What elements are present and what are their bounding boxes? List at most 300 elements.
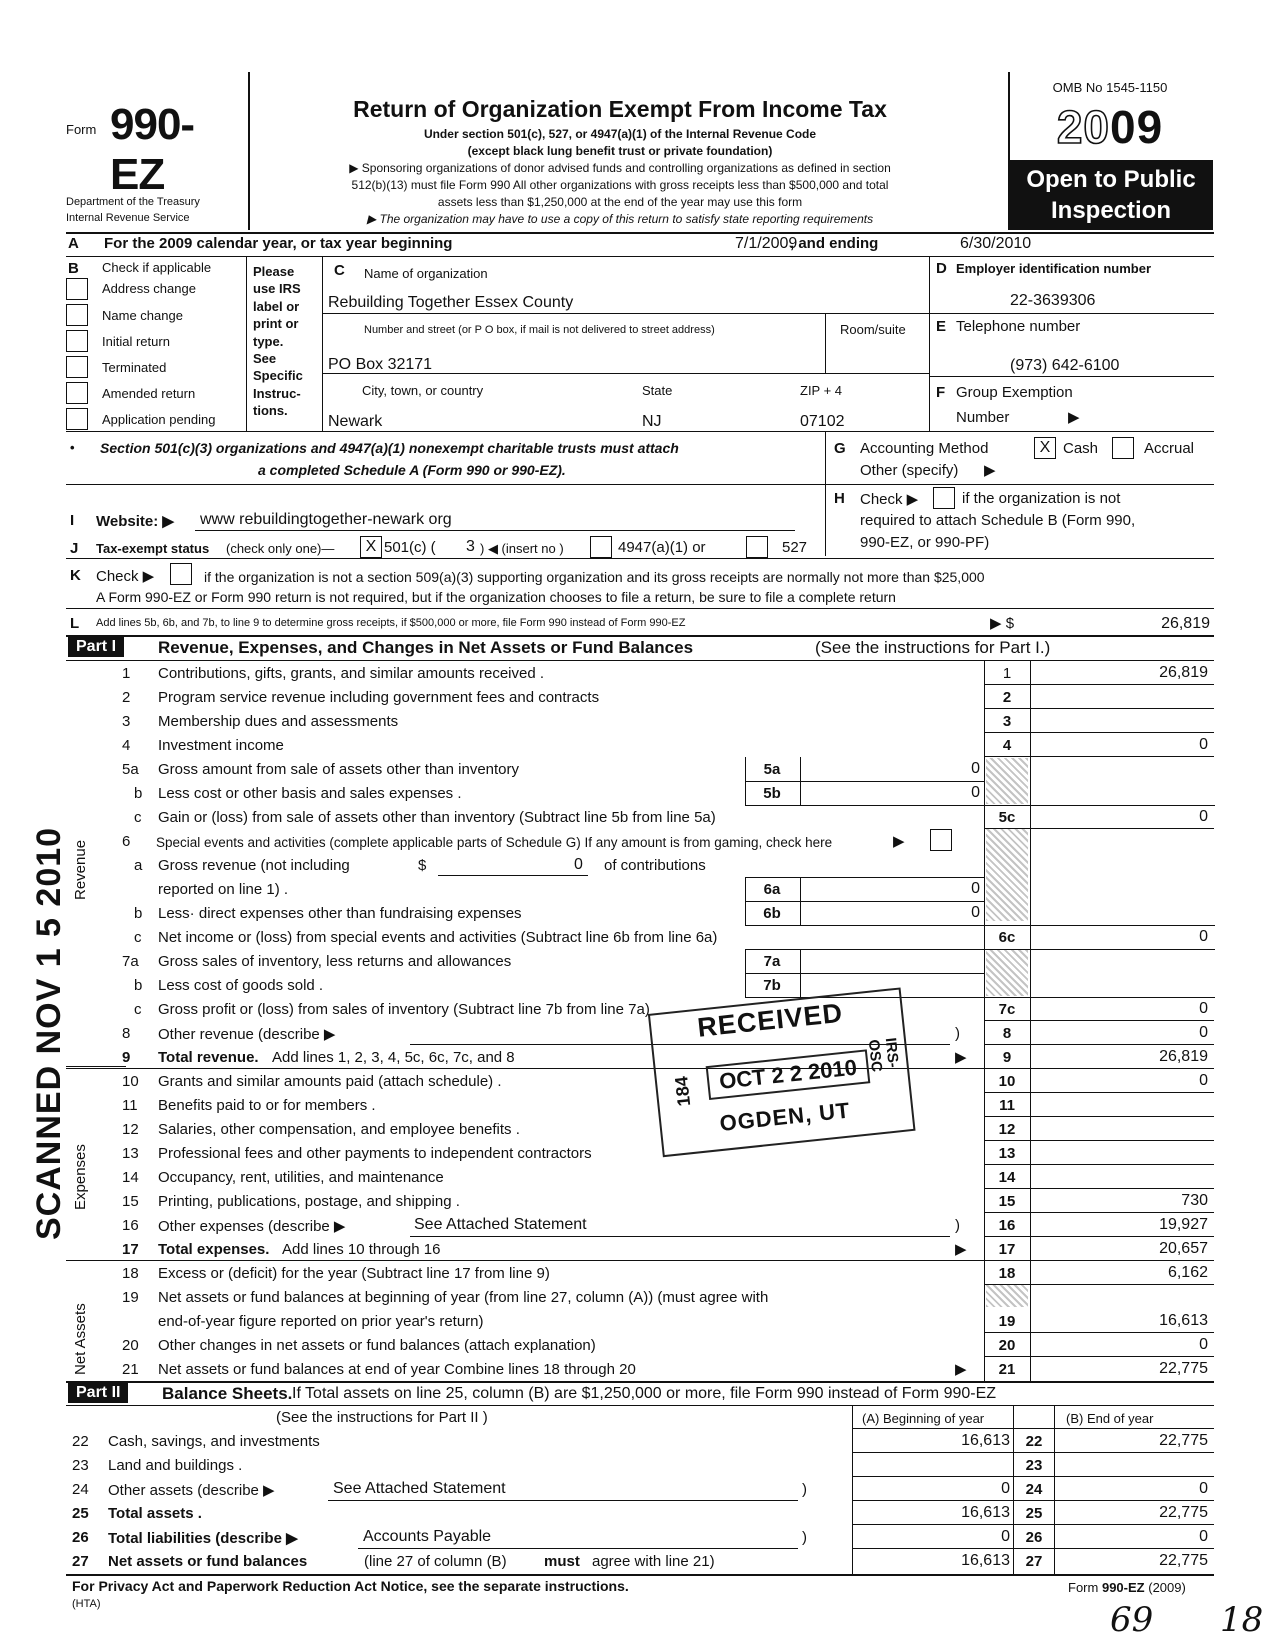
row-rule bbox=[984, 1164, 1214, 1165]
section-e-label: E bbox=[936, 318, 947, 335]
line-27-begin[interactable]: 16,613 bbox=[961, 1552, 1010, 1569]
tax-year-begin[interactable]: 7/1/2009 bbox=[735, 235, 798, 252]
stamp-code: 184 bbox=[671, 1075, 695, 1108]
section-501-note-1: Section 501(c)(3) organizations and 4947(a)(1) nonexempt charitable trusts must attach bbox=[100, 440, 679, 456]
line-5b-text: Less cost or other basis and sales expenses . bbox=[158, 785, 462, 802]
line-number: a bbox=[134, 857, 143, 874]
line-number: 18 bbox=[122, 1265, 139, 1282]
line-26-end[interactable]: 0 bbox=[1199, 1528, 1208, 1545]
group-exemption-number-label: Number bbox=[956, 409, 1010, 426]
row-rule bbox=[984, 732, 1214, 733]
section-i-label: I bbox=[70, 512, 75, 529]
stamp-irs: IRS-OSC bbox=[864, 1036, 902, 1073]
label-accrual: Accrual bbox=[1144, 440, 1195, 457]
note-4: ▶ The organization may have to use a copy of this return to satisfy state reporting requirements bbox=[366, 212, 874, 226]
row-rule bbox=[984, 756, 1214, 757]
ein-value[interactable]: 22-3639306 bbox=[1010, 292, 1096, 309]
line-number: 17 bbox=[122, 1241, 139, 1258]
shaded-cell bbox=[986, 950, 1028, 996]
row-rule bbox=[984, 1092, 1214, 1093]
line-8-amount[interactable]: 0 bbox=[1199, 1024, 1208, 1041]
line-box-label: 3 bbox=[1002, 713, 1012, 730]
org-name[interactable]: Rebuilding Together Essex County bbox=[328, 294, 574, 311]
line-20-text: Other changes in net assets or fund balances (attach explanation) bbox=[158, 1337, 596, 1354]
section-h-line3: 990-EZ, or 990-PF) bbox=[860, 534, 990, 551]
line-number: 10 bbox=[122, 1073, 139, 1090]
state-label: State bbox=[642, 383, 673, 398]
line-number: c bbox=[134, 929, 142, 946]
gross-receipts-amount[interactable]: 26,819 bbox=[1161, 615, 1210, 632]
section-f-label: F bbox=[936, 384, 946, 401]
row-rule bbox=[984, 1236, 1214, 1237]
line-12-text: Salaries, other compensation, and employee benefits . bbox=[158, 1121, 520, 1138]
rule-part2-header bbox=[66, 1405, 1214, 1406]
row-rule bbox=[745, 901, 985, 902]
line-19-text: Net assets or fund balances at beginning of year (from line 27, column (A)) (must agree with bbox=[158, 1289, 769, 1306]
line-box-label: 5a bbox=[763, 761, 781, 778]
line-number: 20 bbox=[122, 1337, 139, 1354]
tax-year bbox=[1010, 100, 1210, 154]
rule-rev-exp bbox=[66, 1066, 126, 1067]
line-5a-amount[interactable]: 0 bbox=[971, 760, 980, 777]
line-17-text-2: Add lines 10 through 16 bbox=[282, 1241, 441, 1258]
tax-exempt-hint: (check only one)— bbox=[226, 541, 335, 556]
line-10-amount[interactable]: 0 bbox=[1199, 1072, 1208, 1089]
line-number: 5a bbox=[122, 761, 139, 778]
line-number: b bbox=[134, 905, 143, 922]
line-9-text-2: Add lines 1, 2, 3, 4, 5c, 6c, 7c, and 8 bbox=[272, 1049, 515, 1066]
label-terminated: Terminated bbox=[102, 360, 167, 375]
label-name-change: Name change bbox=[102, 308, 183, 323]
org-zip[interactable]: 07102 bbox=[800, 413, 845, 430]
line-box-label: 11 bbox=[999, 1097, 1015, 1114]
501c-number[interactable]: 3 bbox=[466, 538, 475, 555]
city-label: City, town, or country bbox=[362, 383, 484, 398]
rule-a-bottom bbox=[66, 256, 1214, 257]
line-box-label: 16 bbox=[998, 1217, 1016, 1234]
line-6a-text-3: reported on line 1) . bbox=[158, 881, 289, 898]
row-rule bbox=[745, 877, 985, 878]
line-8-text: Other revenue (describe ▶ bbox=[158, 1026, 336, 1043]
row-rule bbox=[66, 1260, 1214, 1261]
line-16-amount[interactable]: 19,927 bbox=[1159, 1216, 1208, 1233]
section-k-label: K bbox=[70, 567, 81, 584]
line-box-label: 7a bbox=[763, 953, 781, 970]
form-label: Form bbox=[66, 122, 97, 137]
line-number: 23 bbox=[72, 1457, 89, 1474]
form-subtitle-2: (except black lung benefit trust or private foundation) bbox=[467, 144, 773, 158]
line-number: 8 bbox=[122, 1025, 131, 1042]
checkbox-initial-return[interactable] bbox=[66, 330, 88, 352]
zip-label: ZIP + 4 bbox=[800, 383, 843, 398]
irs-label-line: Specific bbox=[253, 368, 303, 384]
line-box-label: 18 bbox=[998, 1265, 1016, 1282]
department bbox=[66, 194, 200, 226]
shaded-cell bbox=[986, 1285, 1028, 1307]
line-2-text: Program service revenue including government fees and contracts bbox=[158, 689, 600, 706]
arrow-icon: ▶ bbox=[984, 462, 996, 479]
line-number: b bbox=[134, 785, 143, 802]
irs-label-line: print or bbox=[253, 316, 299, 332]
line-number: c bbox=[134, 809, 142, 826]
line-number: 6 bbox=[122, 833, 131, 850]
row-rule bbox=[852, 1548, 1214, 1549]
tax-year-end[interactable]: 6/30/2010 bbox=[960, 235, 1032, 252]
rule-j-bottom bbox=[66, 558, 1214, 559]
line-6a-text-2: of contributions bbox=[604, 857, 706, 874]
close-paren: ) bbox=[802, 1481, 807, 1498]
line-number: 3 bbox=[122, 713, 131, 730]
line-number: 15 bbox=[122, 1193, 139, 1210]
col-linenum-left bbox=[984, 661, 985, 1381]
row-rule bbox=[984, 684, 1214, 685]
line-27-text-2: (line 27 of column (B) bbox=[364, 1553, 507, 1570]
rule-a-top bbox=[66, 232, 1214, 234]
line-25-begin[interactable]: 16,613 bbox=[961, 1504, 1010, 1521]
section-g-label: G bbox=[834, 440, 846, 457]
line-22-end[interactable]: 22,775 bbox=[1159, 1432, 1208, 1449]
line-5c-text: Gain or (loss) from sale of assets other than inventory (Subtract line 5b from line 5a) bbox=[158, 809, 716, 826]
row-rule bbox=[984, 1332, 1214, 1333]
line-27-text-3: must bbox=[544, 1553, 580, 1570]
line-16-description[interactable]: See Attached Statement bbox=[414, 1216, 587, 1233]
line-box-label: 27 bbox=[1025, 1553, 1043, 1570]
line-box-label: 5b bbox=[763, 785, 781, 802]
label-cash: Cash bbox=[1063, 440, 1099, 457]
line-4-text: Investment income bbox=[158, 737, 284, 754]
line-25-end[interactable]: 22,775 bbox=[1159, 1504, 1208, 1521]
line-1-text: Contributions, gifts, grants, and similar amounts received . bbox=[158, 665, 545, 682]
row-rule bbox=[745, 973, 985, 974]
stamp-date: OCT 2 2 2010 bbox=[706, 1049, 871, 1100]
line-box-label: 4 bbox=[1002, 737, 1012, 754]
line-box-label: 9 bbox=[1002, 1049, 1012, 1066]
section-l-label: L bbox=[70, 615, 80, 632]
line-box-label: 24 bbox=[1025, 1481, 1043, 1498]
section-c-label: C bbox=[334, 262, 345, 279]
line-26-description[interactable]: Accounts Payable bbox=[363, 1528, 492, 1545]
revenue-side-label: Revenue bbox=[72, 839, 89, 900]
row-rule bbox=[745, 925, 1215, 926]
phone-title: Telephone number bbox=[956, 318, 1081, 335]
checkbox-527[interactable] bbox=[746, 536, 768, 558]
checkbox-schedule-b[interactable] bbox=[933, 487, 955, 509]
line-27-end[interactable]: 22,775 bbox=[1159, 1552, 1208, 1569]
label-501c: 501(c) ( bbox=[384, 539, 436, 556]
checkbox-address-change[interactable] bbox=[66, 278, 88, 300]
checkbox-cash[interactable]: X bbox=[1034, 437, 1056, 459]
form-ref-a: Form bbox=[1068, 1580, 1099, 1595]
checkbox-gaming[interactable] bbox=[930, 829, 952, 851]
arrow-icon: ▶ bbox=[955, 1361, 967, 1378]
dollar-sign: $ bbox=[418, 857, 427, 874]
line-7c-text: Gross profit or (loss) from sales of inventory (Subtract line 7b from line 7a) bbox=[158, 1001, 650, 1018]
line-27-text-4: agree with line 21) bbox=[592, 1553, 715, 1570]
website-url[interactable]: www rebuildingtogether-newark org bbox=[200, 511, 452, 528]
checkbox-name-change[interactable] bbox=[66, 304, 88, 326]
section-d-label: D bbox=[936, 260, 947, 277]
line-box-label: 15 bbox=[998, 1193, 1016, 1210]
line-24-text: Other assets (describe ▶ bbox=[108, 1482, 275, 1499]
label-4947: 4947(a)(1) or bbox=[618, 539, 706, 556]
handwritten-number-2: 18 bbox=[1220, 1600, 1264, 1640]
irs-label-instructions bbox=[253, 263, 323, 420]
close-paren: ) bbox=[802, 1529, 807, 1546]
form-ref bbox=[1068, 1580, 1186, 1595]
open-public-line1: Open to Public bbox=[1026, 166, 1196, 193]
checkbox-4947[interactable] bbox=[590, 536, 612, 558]
omb-number: OMB No 1545-1150 bbox=[1052, 80, 1168, 95]
irs-label-divider bbox=[246, 257, 247, 431]
section-h-label: H bbox=[834, 490, 845, 507]
line-6a-gross-amount[interactable]: 0 bbox=[574, 856, 583, 873]
line-11-text: Benefits paid to or for members . bbox=[158, 1097, 376, 1114]
irs-label-line: Instruc- bbox=[253, 385, 301, 401]
rule-phone bbox=[930, 376, 1214, 377]
form-title: Return of Organization Exempt From Income Tax bbox=[353, 96, 887, 122]
line-box-label: 19 bbox=[998, 1313, 1016, 1330]
part2-title: Balance Sheets. bbox=[162, 1384, 293, 1403]
arrow-icon: ▶ bbox=[955, 1241, 967, 1258]
line-16-text: Other expenses (describe ▶ bbox=[158, 1218, 346, 1235]
line-number: 25 bbox=[72, 1505, 89, 1522]
line-number: 26 bbox=[72, 1529, 89, 1546]
line-number: 21 bbox=[122, 1361, 139, 1378]
irs-label-line: tions. bbox=[253, 403, 288, 419]
part1-label: Part I bbox=[68, 637, 124, 657]
row-rule bbox=[984, 1020, 1214, 1021]
line-number: b bbox=[134, 977, 143, 994]
tax-exempt-title: Tax-exempt status bbox=[96, 541, 210, 556]
irs-label-line: type. bbox=[253, 333, 284, 349]
line-20-amount[interactable]: 0 bbox=[1199, 1336, 1208, 1353]
rule-part1-header bbox=[66, 660, 1214, 661]
line-box-label: 7c bbox=[998, 1001, 1016, 1018]
line-13-text: Professional fees and other payments to independent contractors bbox=[158, 1145, 592, 1162]
row-rule bbox=[984, 1188, 1214, 1189]
stamp-city: OGDEN, UT bbox=[718, 1097, 852, 1137]
line-27-text: Net assets or fund balances bbox=[108, 1553, 308, 1570]
line-6b-text: Less· direct expenses other than fundraising expenses bbox=[158, 905, 522, 922]
line-number: 2 bbox=[122, 689, 131, 706]
shaded-cell bbox=[986, 829, 1028, 921]
line-14-text: Occupancy, rent, utilities, and maintenance bbox=[158, 1169, 444, 1186]
line-number: 19 bbox=[122, 1289, 139, 1306]
row-rule bbox=[984, 1044, 1214, 1045]
arrow-icon: ▶ bbox=[893, 833, 905, 850]
form-subtitle-1: Under section 501(c), 527, or 4947(a)(1) of the Internal Revenue Code bbox=[423, 127, 817, 141]
line-18-amount[interactable]: 6,162 bbox=[1167, 1264, 1208, 1281]
right-col-divider bbox=[929, 257, 930, 431]
arrow-icon: ▶ bbox=[955, 1049, 967, 1066]
line-box-label: 13 bbox=[998, 1145, 1016, 1162]
line-23-text: Land and buildings . bbox=[108, 1457, 243, 1474]
line-box-label: 14 bbox=[998, 1169, 1016, 1186]
rule-b-bottom bbox=[66, 431, 1214, 432]
row-rule bbox=[852, 1452, 1214, 1453]
line-25-text: Total assets . bbox=[108, 1505, 202, 1522]
rule-part2-top bbox=[66, 1381, 1214, 1383]
row-rule bbox=[984, 1140, 1214, 1141]
col-a-header: (A) Beginning of year bbox=[862, 1411, 985, 1426]
line-5a-text: Gross amount from sale of assets other than inventory bbox=[158, 761, 520, 778]
netassets-side-label: Net Assets bbox=[72, 1303, 89, 1375]
row-rule bbox=[745, 781, 985, 782]
note-3: assets less than $1,250,000 at the end of the year may use this form bbox=[437, 195, 803, 209]
line-1-amount[interactable]: 26,819 bbox=[1159, 664, 1208, 681]
dept-line2: Internal Revenue Service bbox=[66, 212, 190, 224]
open-to-public-box bbox=[1009, 160, 1213, 230]
line-15-text: Printing, publications, postage, and shipping . bbox=[158, 1193, 460, 1210]
line-6-text: Special events and activities (complete applicable parts of Schedule G) If any amount is from gaming, check here bbox=[156, 835, 833, 850]
checkbox-amended-return[interactable] bbox=[66, 382, 88, 404]
line-9-text: Total revenue. bbox=[158, 1049, 259, 1066]
line-box-label: 25 bbox=[1025, 1505, 1043, 1522]
line-box-label: 23 bbox=[1025, 1457, 1043, 1474]
part2-label: Part II bbox=[68, 1383, 128, 1403]
part1-title-note: (See the instructions for Part I.) bbox=[815, 638, 1051, 657]
section-l-arrow: ▶ $ bbox=[990, 615, 1015, 632]
room-divider bbox=[825, 313, 826, 373]
line-24-begin[interactable]: 0 bbox=[1001, 1480, 1010, 1497]
checkbox-501c[interactable]: X bbox=[360, 536, 382, 558]
line-26-begin[interactable]: 0 bbox=[1001, 1528, 1010, 1545]
line-number: 13 bbox=[122, 1145, 139, 1162]
checkbox-accrual[interactable] bbox=[1112, 437, 1134, 459]
org-name-label: Name of organization bbox=[364, 266, 488, 281]
line-number: 27 bbox=[72, 1553, 89, 1570]
line-number: 14 bbox=[122, 1169, 139, 1186]
irs-label-line: use IRS bbox=[253, 281, 301, 297]
rule-ein bbox=[930, 313, 1214, 314]
line-box-label: 1 bbox=[1002, 665, 1012, 682]
group-exemption-title: Group Exemption bbox=[956, 384, 1073, 401]
line-24-end[interactable]: 0 bbox=[1199, 1480, 1208, 1497]
scanned-stamp: SCANNED NOV 1 5 2010 bbox=[30, 826, 68, 1240]
line-box-label: 7b bbox=[763, 977, 781, 994]
dept-line1: Department of the Treasury bbox=[66, 196, 200, 208]
rule-501-bottom bbox=[66, 484, 826, 485]
label-application-pending: Application pending bbox=[102, 412, 216, 427]
other-specify-label: Other (specify) bbox=[860, 462, 959, 479]
line-19-text-2: end-of-year figure reported on prior year's return) bbox=[158, 1313, 484, 1330]
line-15-amount[interactable]: 730 bbox=[1181, 1192, 1208, 1209]
line-21-amount[interactable]: 22,775 bbox=[1159, 1360, 1208, 1377]
part1-title: Revenue, Expenses, and Changes in Net Assets or Fund Balances bbox=[158, 638, 694, 657]
rule-16-describe bbox=[410, 1236, 950, 1237]
line-9-amount[interactable]: 26,819 bbox=[1159, 1048, 1208, 1065]
line-number: c bbox=[134, 1001, 142, 1018]
row-rule bbox=[984, 1356, 1214, 1357]
rule-part1-top bbox=[66, 635, 1214, 637]
section-k-check: Check ▶ bbox=[96, 568, 155, 585]
checkbox-509a3[interactable] bbox=[170, 563, 192, 585]
stamp-received: RECEIVED bbox=[696, 997, 845, 1043]
part2-title-note: If Total assets on line 25, column (B) are $1,250,000 or more, file Form 990 instead of Form 990-EZ bbox=[292, 1385, 997, 1402]
handwritten-number-1: 69 bbox=[1110, 1600, 1154, 1640]
line-10-text: Grants and similar amounts paid (attach schedule) . bbox=[158, 1073, 502, 1090]
checkbox-terminated[interactable] bbox=[66, 356, 88, 378]
line-4-amount[interactable]: 0 bbox=[1199, 736, 1208, 753]
label-address-change: Address change bbox=[102, 281, 196, 296]
line-number: 24 bbox=[72, 1481, 89, 1498]
row-rule bbox=[852, 1500, 1214, 1501]
org-block-divider bbox=[322, 257, 323, 431]
line-6c-amount[interactable]: 0 bbox=[1199, 928, 1208, 945]
line-7c-amount[interactable]: 0 bbox=[1199, 1000, 1208, 1017]
line-number: 16 bbox=[122, 1217, 139, 1234]
section-a-ending: , and ending bbox=[790, 235, 879, 252]
received-stamp bbox=[648, 987, 922, 1163]
form-id-block bbox=[66, 72, 246, 232]
row-rule bbox=[984, 1116, 1214, 1117]
label-initial-return: Initial return bbox=[102, 334, 170, 349]
line-number: 9 bbox=[122, 1049, 131, 1066]
note-2: 512(b)(13) must file Form 990 All other organizations with gross receipts less than $500,000 and total bbox=[351, 178, 889, 192]
row-rule bbox=[745, 949, 1215, 950]
label-insert-no: ) ◀ (insert no ) bbox=[480, 541, 564, 556]
line-6b-amount[interactable]: 0 bbox=[971, 904, 980, 921]
bullet-icon: • bbox=[70, 440, 75, 455]
section-j-label: J bbox=[70, 540, 79, 557]
org-city[interactable]: Newark bbox=[328, 413, 383, 430]
line-box-label: 22 bbox=[1025, 1433, 1043, 1450]
line-6a-amount[interactable]: 0 bbox=[971, 880, 980, 897]
line-5c-amount[interactable]: 0 bbox=[1199, 808, 1208, 825]
part2-instructions: (See the instructions for Part II ) bbox=[276, 1409, 488, 1426]
line-box-label: 6b bbox=[763, 905, 781, 922]
checkbox-application-pending[interactable] bbox=[66, 408, 88, 430]
line-number: 22 bbox=[72, 1433, 89, 1450]
phone-value[interactable]: (973) 642-6100 bbox=[1010, 357, 1120, 374]
room-label: Room/suite bbox=[840, 322, 906, 337]
line-24-description[interactable]: See Attached Statement bbox=[333, 1480, 506, 1497]
rule-footer bbox=[66, 1574, 1214, 1576]
line-5b-amount[interactable]: 0 bbox=[971, 784, 980, 801]
line-6c-text: Net income or (loss) from special events and activities (Subtract line 6b from line 6a) bbox=[158, 929, 718, 946]
line-box-label: 10 bbox=[998, 1073, 1016, 1090]
line-19-amount[interactable]: 16,613 bbox=[1159, 1312, 1208, 1329]
line-6a-text: Gross revenue (not including bbox=[158, 857, 350, 874]
line-box-label: 17 bbox=[998, 1241, 1016, 1258]
accounting-method-title: Accounting Method bbox=[860, 440, 989, 457]
line-box-label: 21 bbox=[998, 1361, 1016, 1378]
section-l-text: Add lines 5b, 6b, and 7b, to line 9 to determine gross receipts, if $500,000 or more, file Form 990 instead of Form 990-EZ bbox=[96, 617, 686, 629]
ein-title: Employer identification number bbox=[956, 261, 1152, 276]
section-h-line1: if the organization is not bbox=[962, 490, 1121, 507]
line-17-amount[interactable]: 20,657 bbox=[1159, 1240, 1208, 1257]
section-a-text: For the 2009 calendar year, or tax year beginning bbox=[104, 235, 453, 252]
section-h-line2: required to attach Schedule B (Form 990, bbox=[860, 512, 1136, 529]
line-number: 7a bbox=[122, 953, 139, 970]
col-b-header: (B) End of year bbox=[1066, 1411, 1154, 1426]
year-outline: 20 bbox=[1056, 101, 1110, 153]
org-street[interactable]: PO Box 32171 bbox=[328, 356, 433, 373]
form-ref-b: 990-EZ bbox=[1101, 1580, 1145, 1595]
close-paren: ) bbox=[955, 1025, 960, 1042]
line-box-label: 5c bbox=[998, 809, 1016, 826]
org-state[interactable]: NJ bbox=[642, 413, 662, 430]
section-h-check: Check ▶ bbox=[860, 491, 919, 508]
form-number: 990-EZ bbox=[110, 100, 195, 199]
line-3-text: Membership dues and assessments bbox=[158, 713, 399, 730]
hta-label: (HTA) bbox=[72, 1598, 101, 1610]
line-22-begin[interactable]: 16,613 bbox=[961, 1432, 1010, 1449]
rule-26-describe bbox=[358, 1548, 798, 1549]
section-501-note-2: a completed Schedule A (Form 990 or 990-EZ). bbox=[258, 462, 566, 478]
line-17-text: Total expenses. bbox=[158, 1241, 270, 1258]
line-box-label: 2 bbox=[1002, 689, 1012, 706]
